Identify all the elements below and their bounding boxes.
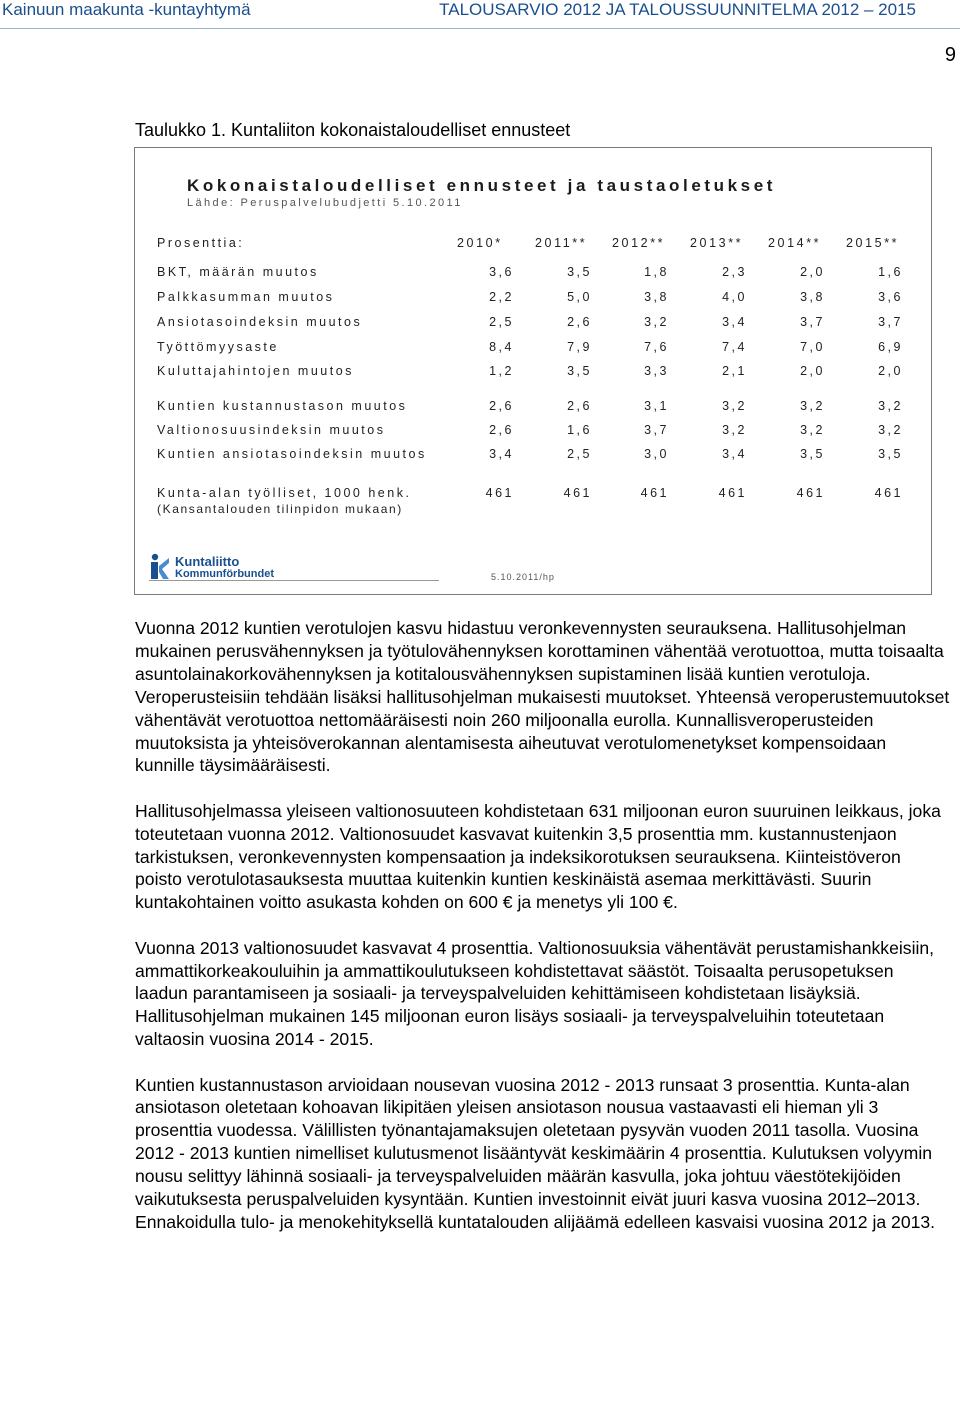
- row-label: BKT, määrän muutos: [157, 265, 319, 279]
- table-row: [157, 447, 917, 467]
- row-label: Kuluttajahintojen muutos: [157, 364, 354, 378]
- table-cell: 3,2: [878, 423, 903, 437]
- table-cell: 1,6: [878, 265, 903, 279]
- year-header: 2011**: [535, 236, 588, 250]
- table-cell: 3,5: [878, 447, 903, 461]
- table-cell: 7,6: [644, 340, 669, 354]
- row-sublabel: (Kansantalouden tilinpidon mukaan): [157, 502, 403, 516]
- table-cell: 461: [718, 486, 747, 500]
- table-cell: 2,2: [489, 290, 514, 304]
- row-label: Kuntien ansiotasoindeksin muutos: [157, 447, 427, 461]
- table-cell: 3,5: [800, 447, 825, 461]
- table-row: [157, 340, 917, 360]
- table-cell: 7,9: [567, 340, 592, 354]
- table-cell: 2,6: [489, 399, 514, 413]
- body-text: [135, 617, 950, 1256]
- table-caption: Taulukko 1. Kuntaliiton kokonaistaloudelliset ennusteet: [135, 120, 571, 140]
- table-cell: 461: [563, 486, 592, 500]
- year-header: 2012**: [612, 236, 666, 250]
- table-row: [157, 399, 917, 419]
- paragraph: Vuonna 2013 valtionosuudet kasvavat 4 prosenttia. Valtionosuuksia vähentävät perustamishankkeisiin, ammattikorkeakouluihin ja ammattikoulutukseen kohdistettavat säästöt. Toisaalta perusopetuksen laadun parantamiseen ja sosiaali- ja terveyspalveluiden kehittämiseen kohdistetaan lisäyksiä. Hallitusohjelman mukainen 145 miljoonan euron lisäys sosiaali- ja terveyspalveluihin toteutetaan valtaosin vuosina 2014 - 2015.: [135, 937, 935, 1050]
- table-cell: 461: [640, 486, 669, 500]
- kuntaliitto-logo: [149, 550, 339, 584]
- table-cell: 3,7: [800, 315, 825, 329]
- slide-date: 5.10.2011/hp: [491, 572, 555, 582]
- table-cell: 4,0: [722, 290, 747, 304]
- table-cell: 8,4: [489, 340, 514, 354]
- table-cell: 7,0: [800, 340, 825, 354]
- table-cell: 2,5: [489, 315, 514, 329]
- row-label: Ansiotasoindeksin muutos: [157, 315, 363, 329]
- table-cell: 3,0: [644, 447, 669, 461]
- slide-title: Kokonaistaloudelliset ennusteet ja taustaoletukset: [187, 176, 777, 195]
- table-row: [157, 364, 917, 384]
- table-row: [157, 423, 917, 443]
- year-header: 2010*: [457, 236, 503, 250]
- slide-source: Lähde: Peruspalvelubudjetti 5.10.2011: [187, 197, 463, 209]
- table-cell: 461: [796, 486, 825, 500]
- year-header: 2013**: [690, 236, 744, 250]
- row-label: Työttömyysaste: [157, 340, 279, 354]
- table-cell: 3,5: [567, 265, 592, 279]
- header-label: Prosenttia:: [157, 236, 245, 250]
- table-cell: 2,3: [722, 265, 747, 279]
- page-header-right: TALOUSARVIO 2012 JA TALOUSSUUNNITELMA 2012 – 2015: [439, 0, 916, 19]
- table-cell: 2,6: [489, 423, 514, 437]
- table-cell: 2,6: [567, 399, 592, 413]
- logo-text-sv: Kommunförbundet: [175, 568, 274, 580]
- table-row: [157, 265, 917, 285]
- table-cell: 3,6: [878, 290, 903, 304]
- year-header: 2014**: [768, 236, 822, 250]
- table-cell: 3,2: [800, 399, 825, 413]
- table-cell: 5,0: [567, 290, 592, 304]
- table-cell: 2,1: [722, 364, 747, 378]
- table-cell: 1,8: [644, 265, 669, 279]
- table-cell: 3,6: [489, 265, 514, 279]
- table-cell: 3,3: [644, 364, 669, 378]
- table-cell: 461: [874, 486, 903, 500]
- table-cell: 6,9: [878, 340, 903, 354]
- table-cell: 3,7: [878, 315, 903, 329]
- row-label: Valtionosuusindeksin muutos: [157, 423, 386, 437]
- kuntaliitto-mark-icon: [149, 552, 171, 580]
- table-cell: 3,5: [567, 364, 592, 378]
- table-cell: 3,8: [644, 290, 669, 304]
- table-cell: 7,4: [722, 340, 747, 354]
- table-row: [157, 486, 917, 522]
- logo-text-fi: Kuntaliitto: [175, 554, 240, 569]
- row-label: Kunta-alan työlliset, 1000 henk.: [157, 486, 412, 500]
- table-cell: 1,6: [567, 423, 592, 437]
- paragraph: Kuntien kustannustason arvioidaan nousevan vuosina 2012 - 2013 runsaat 3 prosenttia. Kunta-alan ansiotason oletetaan kohoavan likipitäen yleisen ansiotason nousua vastaavasti eli hieman yli 3 prosenttia vuodessa. Välillisten työnantajamaksujen oletetaan pysyvän vuoden 2011 tasolla. Vuosina 2012 - 2013 kuntien nimelliset kulutusmenot lisääntyvät keskimäärin 4 prosenttia. Kulutuksen volyymin nousu selittyy lähinnä sosiaali- ja terveyspalveluiden määrän kasvulla, joka johtuu väestötekijöiden vaikutuksesta peruspalveluiden kysyntään. Kuntien investoinnit eivät juuri kasva vuosina 2012–2013. Ennakoidulla tulo- ja menokehityksellä kuntatalouden alijäämä edelleen kasvaisi vuosina 2012 ja 2013.: [135, 1074, 936, 1233]
- table-cell: 3,4: [722, 447, 747, 461]
- page-header-left: Kainuun maakunta -kuntayhtymä: [2, 0, 251, 19]
- forecast-slide: [134, 147, 932, 595]
- table-cell: 3,1: [644, 399, 669, 413]
- table-cell: 3,7: [644, 423, 669, 437]
- table-cell: 2,0: [878, 364, 903, 378]
- table-cell: 3,4: [489, 447, 514, 461]
- logo-divider: [149, 580, 439, 581]
- table-cell: 3,2: [722, 423, 747, 437]
- table-cell: 3,2: [722, 399, 747, 413]
- table-cell: 2,0: [800, 364, 825, 378]
- table-cell: 2,5: [567, 447, 592, 461]
- table-cell: 3,4: [722, 315, 747, 329]
- page-number: 9: [944, 44, 956, 66]
- paragraph: Hallitusohjelmassa yleiseen valtionosuuteen kohdistetaan 631 miljoonan euron suuruinen leikkaus, joka toteutetaan vuonna 2012. Valtionosuudet kasvavat kuitenkin 3,5 prosenttia mm. kustannustenjaon tarkistuksen, veronkevennysten kompensaation ja indeksikorotuksen seurauksena. Kiinteistöveron poisto verotulotasauksesta muuttaa kuitenkin kuntien keskinäistä asemaa merkittävästi. Suurin kuntakohtainen voitto asukasta kohden on 600 € ja menetys yli 100 €.: [135, 800, 941, 913]
- table-header-row: [157, 236, 917, 256]
- table-cell: 2,6: [567, 315, 592, 329]
- table-cell: 2,0: [800, 265, 825, 279]
- table-cell: 3,8: [800, 290, 825, 304]
- table-cell: 461: [485, 486, 514, 500]
- table-row: [157, 315, 917, 335]
- year-header: 2015**: [846, 236, 900, 250]
- table-cell: 3,2: [800, 423, 825, 437]
- table-cell: 1,2: [489, 364, 514, 378]
- table-cell: 3,2: [878, 399, 903, 413]
- table-row: [157, 290, 917, 310]
- header-rule: [0, 28, 960, 29]
- row-label: Kuntien kustannustason muutos: [157, 399, 408, 413]
- table-cell: 3,2: [644, 315, 669, 329]
- paragraph: Vuonna 2012 kuntien verotulojen kasvu hidastuu veronkevennysten seurauksena. Hallitusohjelman mukainen perusvähennyksen ja työtulovähennyksen korottaminen vähentää verotuottoa, mutta toisaalta asuntolainakorkovähennyksen ja kotitalousvähennyksen supistaminen lisää kuntien verotuloja. Veroperusteisiin tehdään lisäksi hallitusohjelman mukaisesti muutokset. Yhteensä veroperustemuutokset vähentävät verotuottoa nettomääräisesti noin 260 miljoonalla eurolla. Kunnallisveroperusteiden muutoksista ja yhteisöverokannan alentamisesta aiheutuvat verotulomenetykset kompensoidaan kunnille täysimääräisesti.: [135, 618, 950, 776]
- row-label: Palkkasumman muutos: [157, 290, 335, 304]
